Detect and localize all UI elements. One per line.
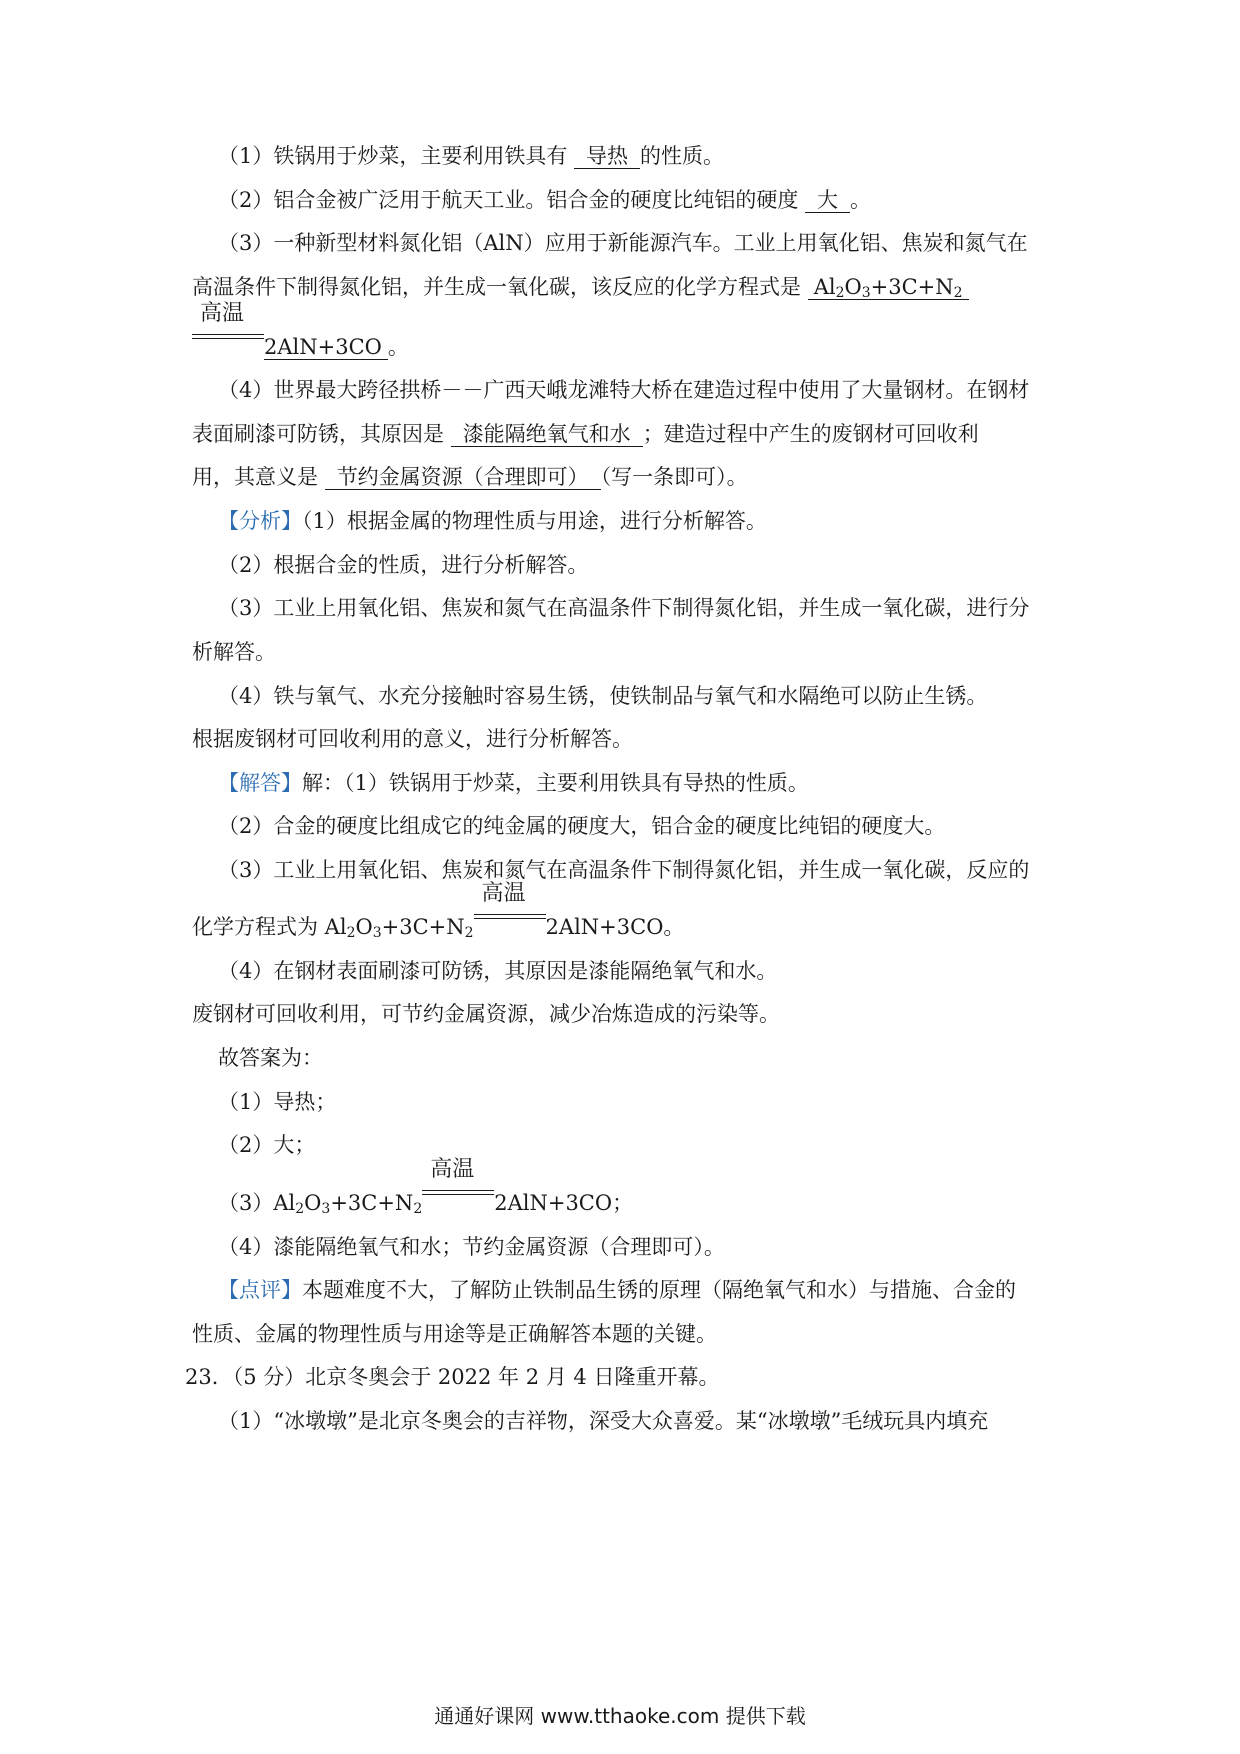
- answer-blank-2: 大: [805, 188, 850, 213]
- q22-part1: （1）铁锅用于炒菜，主要利用铁具有 导热 的性质。: [218, 144, 725, 168]
- final-answer-3: $(3)Al_2O_3+3C+N_2$ 高温 2AlN+3CO；: [218, 1157, 634, 1217]
- solution-tag: 【解答】: [218, 771, 302, 795]
- analysis-line2: （2）根据合金的性质，进行分析解答。: [218, 553, 589, 577]
- answer-equation-part2: 2AlN+3CO: [264, 335, 388, 360]
- solution-line5: （4）在钢材表面刷漆可防锈，其原因是漆能隔绝氧气和水。: [218, 959, 778, 983]
- solution-line1: 【解答】解：（1）铁锅用于炒菜，主要利用铁具有导热的性质。: [218, 771, 809, 795]
- q22-part4-line2: 表面刷漆可防锈，其原因是 漆能隔绝氧气和水 ；建造过程中产生的废钢材可回收利: [192, 422, 979, 446]
- reaction-condition: 高温: [474, 906, 546, 934]
- analysis-line5: （4）铁与氧气、水充分接触时容易生锈，使铁制品与氧气和水隔绝可以防止生锈。: [218, 684, 988, 708]
- answer-blank-4b: 节约金属资源（合理即可）: [325, 465, 601, 490]
- reaction-condition: 高温: [422, 1182, 494, 1210]
- q22-part3-line1: （3）一种新型材料氮化铝（AlN）应用于新能源汽车。工业上用氧化铝、焦炭和氮气在: [218, 231, 1028, 255]
- reaction-condition: 高温: [192, 326, 264, 354]
- q22-part4-line1: （4）世界最大跨径拱桥－－广西天峨龙滩特大桥在建造过程中使用了大量钢材。在钢材: [218, 378, 1030, 402]
- page-footer: 通通好课网 www.tthaoke.com 提供下载: [434, 1704, 806, 1728]
- q22-part3-line2: 高温条件下制得氮化铝，并生成一氧化碳，该反应的化学方程式是 $Al_2O_3+3C+N_2$: [192, 273, 969, 307]
- analysis-line6: 根据废钢材可回收利用的意义，进行分析解答。: [192, 727, 633, 751]
- comment-line1: 【点评】本题难度不大，了解防止铁制品生锈的原理（隔绝氧气和水）与措施、合金的: [218, 1278, 1016, 1302]
- answer-equation-part1: $Al_2O_3+3C+N_2$: [808, 275, 969, 300]
- solution-line6: 废钢材可回收利用，可节约金属资源，减少冶炼造成的污染等。: [192, 1002, 780, 1026]
- solution-line2: （2）合金的硬度比组成它的纯金属的硬度大，铝合金的硬度比纯铝的硬度大。: [218, 814, 946, 838]
- analysis-line1: 【分析】（1）根据金属的物理性质与用途，进行分析解答。: [218, 509, 767, 533]
- comment-line2: 性质、金属的物理性质与用途等是正确解答本题的关键。: [192, 1322, 717, 1346]
- answer-blank-1: 导热: [574, 144, 640, 169]
- comment-tag: 【点评】: [218, 1278, 302, 1302]
- q23-part1: （1）“冰墩墩”是北京冬奥会的吉祥物，深受大众喜爱。某“冰墩墩”毛绒玩具内填充: [218, 1409, 989, 1433]
- q23-title: 23．（5 分）北京冬奥会于 2022 年 2 月 4 日隆重开幕。: [185, 1365, 720, 1389]
- final-answer-1: （1）导热；: [218, 1090, 337, 1114]
- analysis-line4: 析解答。: [192, 640, 276, 664]
- final-answer-label: 故答案为：: [218, 1046, 323, 1070]
- final-answer-2: （2）大；: [218, 1133, 316, 1157]
- analysis-tag: 【分析】: [218, 509, 302, 533]
- solution-line3: （3）工业上用氧化铝、焦炭和氮气在高温条件下制得氮化铝，并生成一氧化碳，反应的: [218, 858, 1030, 882]
- q22-part3-line3: 高温 2AlN+3CO 。: [192, 326, 409, 361]
- solution-equation: 化学方程式为 $Al_2O_3+3C+N_2$ 高温 2AlN+3CO。: [192, 881, 685, 941]
- analysis-line3: （3）工业上用氧化铝、焦炭和氮气在高温条件下制得氮化铝，并生成一氧化碳，进行分: [218, 596, 1030, 620]
- answer-blank-4a: 漆能隔绝氧气和水: [451, 422, 643, 447]
- q22-part4-line3: 用，其意义是 节约金属资源（合理即可） （写一条即可）。: [192, 465, 748, 489]
- final-answer-4: （4）漆能隔绝氧气和水；节约金属资源（合理即可）。: [218, 1235, 725, 1259]
- q22-part2: （2）铝合金被广泛用于航天工业。铝合金的硬度比纯铝的硬度 大 。: [218, 188, 872, 212]
